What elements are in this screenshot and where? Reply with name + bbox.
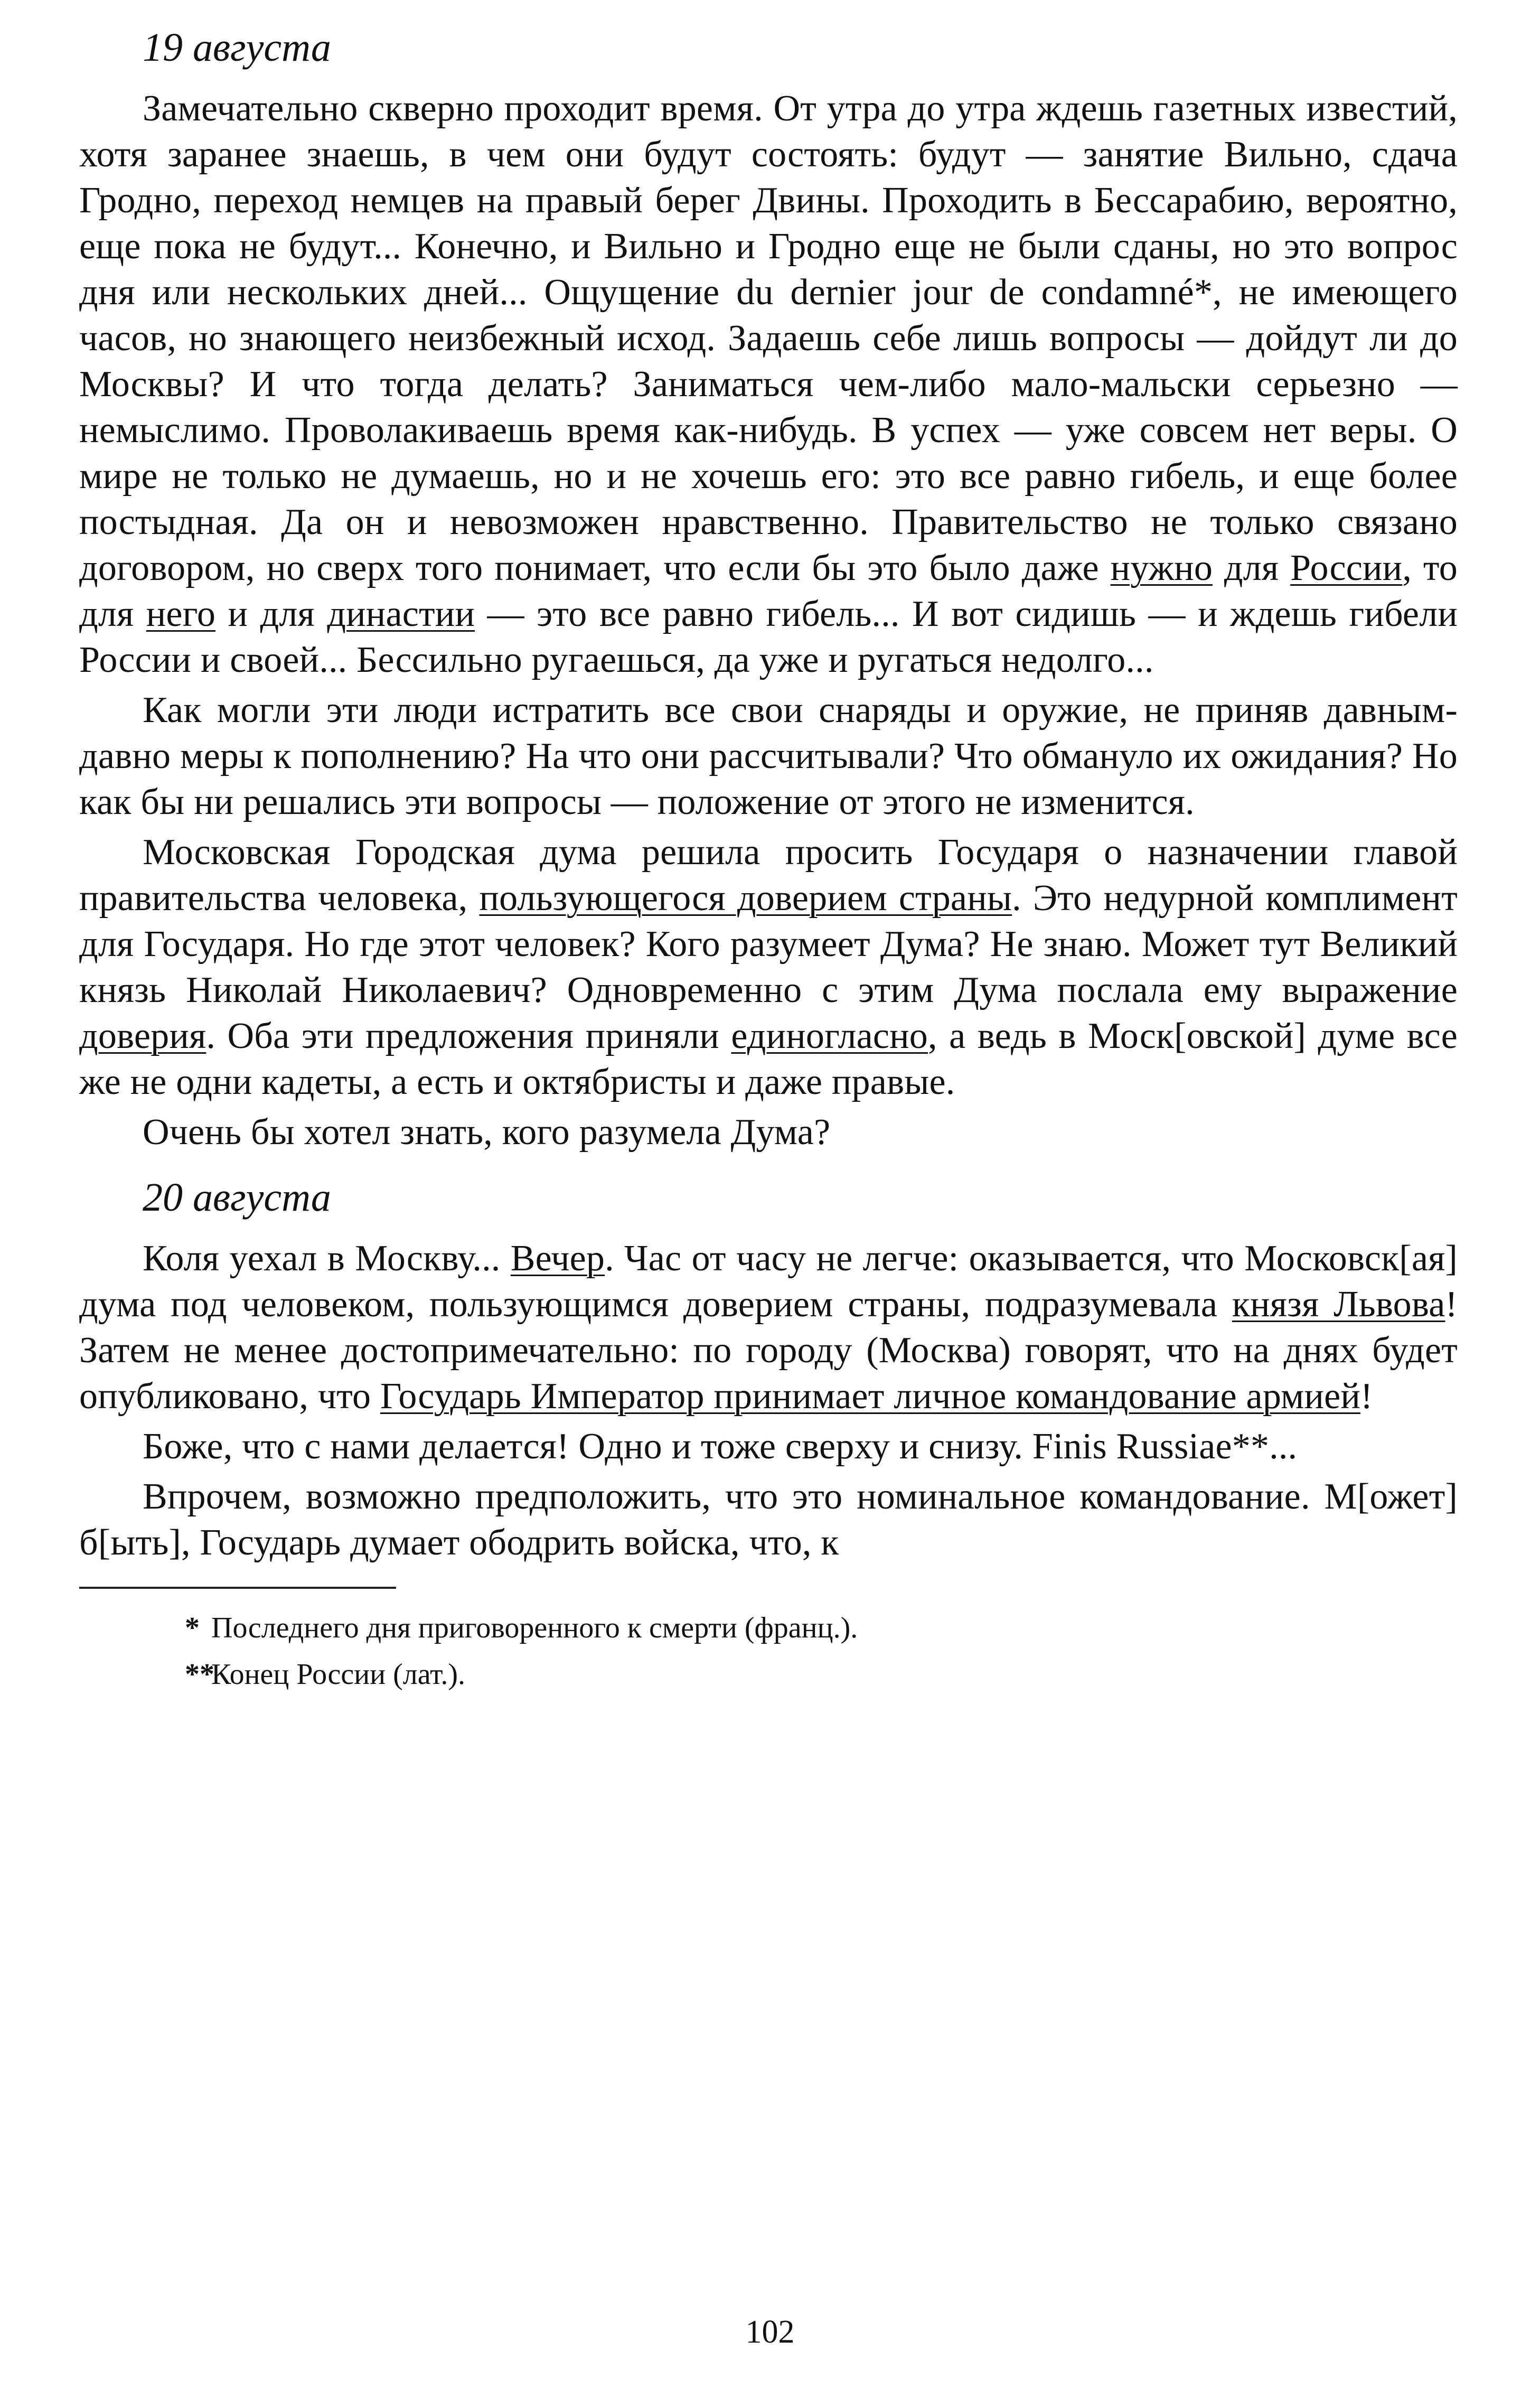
footnote-mark: ** bbox=[185, 1658, 214, 1691]
page-number: 102 bbox=[745, 2314, 795, 2350]
diary-entries bbox=[79, 21, 1458, 1566]
footnote-text: Последнего дня приговоренного к смерти (франц.). bbox=[211, 1612, 858, 1644]
underlined-phrase: князя Львова bbox=[1232, 1284, 1445, 1325]
underlined-phrase: пользующегося доверием страны bbox=[479, 878, 1012, 919]
footnotes bbox=[79, 1605, 1458, 1698]
page-body bbox=[79, 21, 1458, 1698]
underlined-phrase: Государь Император принимает личное командование армией bbox=[380, 1376, 1361, 1417]
underlined-phrase: династии bbox=[327, 594, 475, 634]
underlined-phrase: нужно bbox=[1110, 548, 1213, 588]
paragraph: Замечательно скверно проходит время. От утра до утра ждешь газетных известий, хотя заранее знаешь, в чем они будут состоять: будут — занятие Вильно, сдача Гродно, переход немцев на правый берег Двины. Проходить в Бессарабию, вероятно, еще пока не будут... Конечно, и Вильно и Гродно еще не были сданы, но это вопрос дня или нескольких дней... Ощущение du dernier jour de condamné*, не имеющего часов, но знающего неизбежный исход. Задаешь себе лишь вопросы — дойдут ли до Москвы? И что тогда делать? Заниматься чем-либо мало-мальски серьезно — немыслимо. Проволакиваешь время как-нибудь. В успех — уже совсем нет веры. О мире не только не думаешь, но и не хочешь его: это все равно гибель, и еще более постыдная. Да он и невозможен нравственно. Правительство не только связано договором, но сверх того понимает, что если бы это было даже нужно для России, то для него и для династии — это все равно гибель... И вот сидишь — и ждешь гибели России и своей... Бессильно ругаешься, да уже и ругаться недолго... bbox=[79, 88, 1458, 680]
footnote-mark: * bbox=[185, 1612, 200, 1644]
underlined-phrase: него bbox=[146, 594, 216, 634]
underlined-phrase: единогласно bbox=[731, 1016, 928, 1056]
paragraph: Очень бы хотел знать, кого разумела Дума? bbox=[143, 1112, 831, 1153]
footnote bbox=[185, 1651, 1458, 1698]
entry-date: 20 августа bbox=[143, 1175, 331, 1220]
paragraph: Как могли эти люди истратить все свои снаряды и оружие, не приняв давным-давно меры к пополнению? На что они рассчитывали? Что обмануло их ожидания? Но как бы ни решались эти вопросы — положение от этого не изменится. bbox=[79, 690, 1458, 822]
underlined-phrase: России bbox=[1290, 548, 1403, 588]
paragraph: Впрочем, возможно предположить, что это номинальное командование. М[ожет] б[ыть], Государь думает ободрить войска, что, к bbox=[79, 1476, 1458, 1563]
paragraph: Боже, что с нами делается! Одно и тоже сверху и снизу. Finis Russiae**... bbox=[143, 1426, 1298, 1467]
footnote-text: Конец России (лат.). bbox=[211, 1658, 466, 1691]
entry-date: 19 августа bbox=[143, 25, 331, 70]
footnote-divider bbox=[79, 1587, 396, 1589]
paragraph: Коля уехал в Москву... Вечер. Час от часу не легче: оказывается, что Московск[ая] дума под человеком, пользующимся доверием страны, подразумевала князя Львова! Затем не менее достопримечательно: по городу (Москва) говорят, что на днях будет опубликовано, что Государь Император принимает личное командование армией! bbox=[79, 1238, 1458, 1417]
paragraph: Московская Городская дума решила просить Государя о назначении главой правительства человека, пользующегося доверием страны. Это недурной комплимент для Государя. Но где этот человек? Кого разумеет Дума? Не знаю. Может тут Великий князь Николай Николаевич? Одновременно с этим Дума послала ему выражение доверия. Оба эти предложения приняли единогласно, а ведь в Моск[овской] думе все же не одни кадеты, а есть и октябристы и даже правые. bbox=[79, 832, 1458, 1102]
underlined-phrase: Вечер bbox=[510, 1238, 605, 1279]
underlined-phrase: доверия bbox=[79, 1016, 206, 1056]
footnote bbox=[185, 1605, 1458, 1651]
